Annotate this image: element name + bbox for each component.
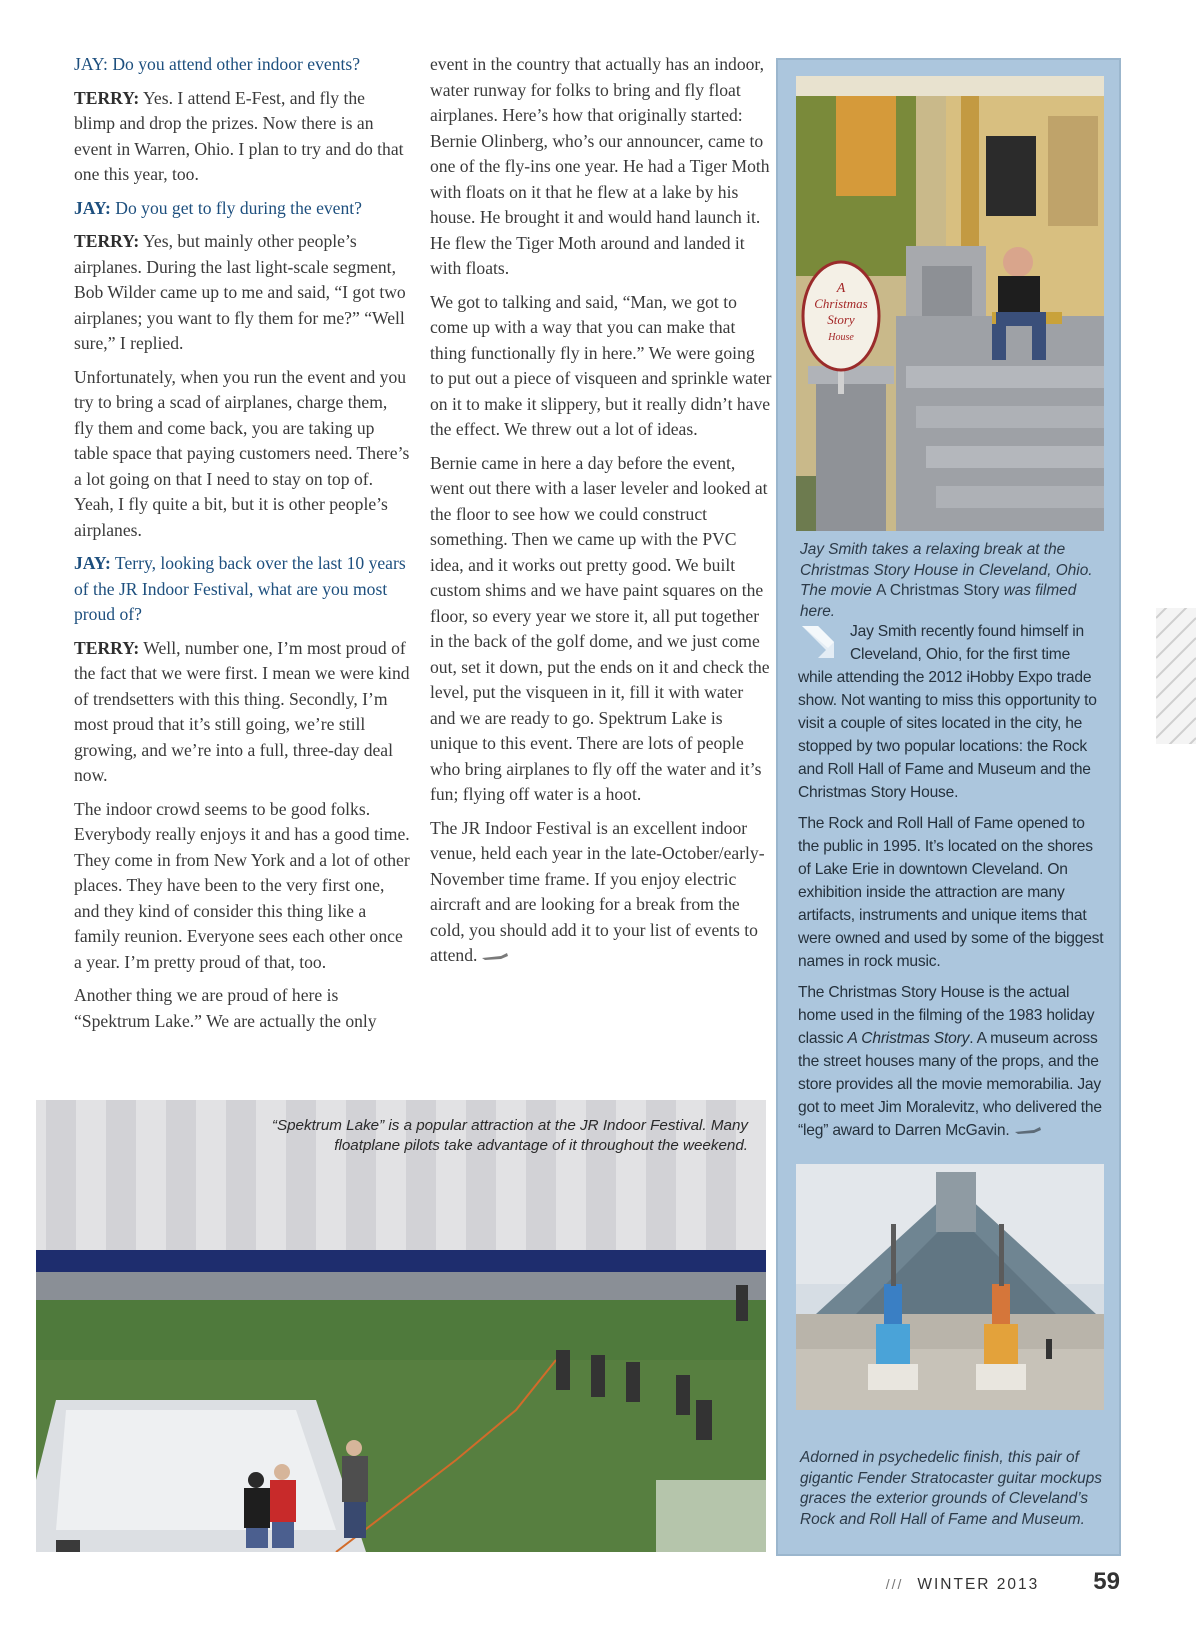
sidebar-paragraph-3: The Christmas Story House is the actual home used in the filming of the 1983 holiday classic A Christmas Story. A museum across the street houses many of the props, and the store provides all the movie memorabilia. Jay got to meet Jim Moralevitz, who delivered the “leg” award to Darren McGavin. <box>798 984 1102 1139</box>
sidebar-paragraph-2: The Rock and Roll Hall of Fame opened to the public in 1995. It’s located on the shores of Lake Erie in downtown Cleveland. On exhibition inside the attraction are many artifacts, instruments and unique items that were owned and used by some of the biggest names in rock music. <box>798 815 1104 970</box>
spektrum-lake-photo <box>36 1100 766 1552</box>
answer-2: TERRY: Yes, but mainly other people’s airplanes. During the last light-scale segment, Bob Wilder came up to me and said, “I got two airplanes; you want to fly them for me?” “Well sure,” I replied. <box>74 231 406 353</box>
rock-hall-photo-caption: Adorned in psychedelic finish, this pair of gigantic Fender Stratocaster guitar mockups graces the exterior grounds of Cleveland’s Rock and Roll Hall of Fame and Museum. <box>800 1449 1102 1528</box>
paragraph: Another thing we are proud of here is “Spektrum Lake.” We are actually the only <box>74 985 377 1031</box>
svg-text:Christmas: Christmas <box>814 296 868 311</box>
page-footer <box>886 1568 1120 1596</box>
question-2: JAY: Do you get to fly during the event? <box>74 197 362 218</box>
hatched-page-tab <box>1156 608 1196 744</box>
article-column-2 <box>430 52 772 977</box>
airplane-end-icon <box>481 952 509 962</box>
svg-text:A: A <box>836 281 846 296</box>
lake-photo-caption: “Spektrum Lake” is a popular attraction at the JR Indoor Festival. Many floatplane pilots take advantage of it throughout the weekend. <box>271 1117 748 1154</box>
paragraph: Bernie came in here a day before the event, went out there with a laser leveler and looked at the floor to see how we could construct something. Then we came up with the PVC idea, and it works out pretty good. We built custom shims and we have paint squares on the floor, so every year we store it, all put together in the back of the golf dome, and we just come out, set it down, put the ends on it and check the level, put the visqueen in it, fill it with water and we are ready to go. Spektrum Lake is unique to this event. There are lots of people who bring airplanes to fly off the water and it’s fun; flying off water is a hoot. <box>430 452 770 804</box>
question-1: JAY: Do you attend other indoor events? <box>74 54 361 74</box>
paragraph: event in the country that actually has an indoor, water runway for folks to bring and fly float airplanes. Here’s how that originally started: Bernie Olinberg, who’s our announcer, came to one of the fly-ins one year. He had a Tiger Moth with floats on it that he flew at a lake by his house. He brought it and would hand launch it. He flew the Tiger Moth around and landed it with floats. <box>430 54 770 278</box>
paragraph: The indoor crowd seems to be good folks. Everybody really enjoys it and has a good time. They come in from New York and a lot of other places. They have been to the very first one, and they kind of consider this thing like a family reunion. Everyone sees each other once a year. I’m pretty proud of that, too. <box>74 798 410 972</box>
airplane-end-icon <box>1014 1126 1042 1136</box>
answer-1: TERRY: Yes. I attend E-Fest, and fly the blimp and drop the prizes. Now there is an event in Warren, Ohio. I plan to try and do that one this year, too. <box>74 87 404 184</box>
footer-slashes: /// <box>885 1576 904 1592</box>
rock-hall-photo <box>796 1164 1104 1410</box>
answer-3: TERRY: Well, number one, I’m most proud of the fact that we were first. I mean we were kind of trendsetters with this thing. Secondly, I’m most proud that it’s still going, we’re still growing, and we’re into a full, three-day deal now. <box>74 637 410 785</box>
sidebar-box <box>776 58 1121 1556</box>
svg-text:Story: Story <box>827 312 855 327</box>
paragraph: We got to talking and said, “Man, we got to come up with a way that you can make that thing functionally fly in here.” We were going to put out a piece of visqueen and sprinkle water on it to make it slippery, but it really didn’t have the effect. We threw out a lot of ideas. <box>430 291 772 439</box>
christmas-story-house-photo <box>796 76 1104 531</box>
paragraph: The JR Indoor Festival is an excellent indoor venue, held each year in the late-October/early-November time frame. If you enjoy electric aircraft and are looking for a break from the cold, you should add it to your list of events to attend. <box>430 817 765 965</box>
article-column-1 <box>74 52 410 1042</box>
sidebar-body <box>798 620 1104 1150</box>
house-photo-caption: Jay Smith takes a relaxing break at the Christmas Story House in Cleveland, Ohio. The movie A Christmas Story was filmed here. <box>800 541 1093 620</box>
paragraph: Unfortunately, when you run the event and you try to bring a scad of airplanes, charge them, fly them and come back, you are taking up table space that paying customers need. There’s a lot going on that I need to stay on top of. Yeah, I fly quite a bit, but it is other people’s airplanes. <box>74 366 410 540</box>
question-3: JAY: Terry, looking back over the last 10 years of the JR Indoor Festival, what are you most proud of? <box>74 553 406 624</box>
issue-label: WINTER 2013 <box>917 1576 1040 1593</box>
sidebar-paragraph-1: Jay Smith recently found himself in Cleveland, Ohio, for the first time while attending the 2012 iHobby Expo trade show. Not wanting to miss this opportunity to visit a couple of sites located in the city, he stopped by two popular locations: the Rock and Roll Hall of Fame and Museum and the Christmas Story House. <box>798 623 1097 801</box>
page-number: 59 <box>1093 1568 1120 1595</box>
svg-text:House: House <box>828 332 854 343</box>
arrow-down-right-icon <box>798 622 838 662</box>
